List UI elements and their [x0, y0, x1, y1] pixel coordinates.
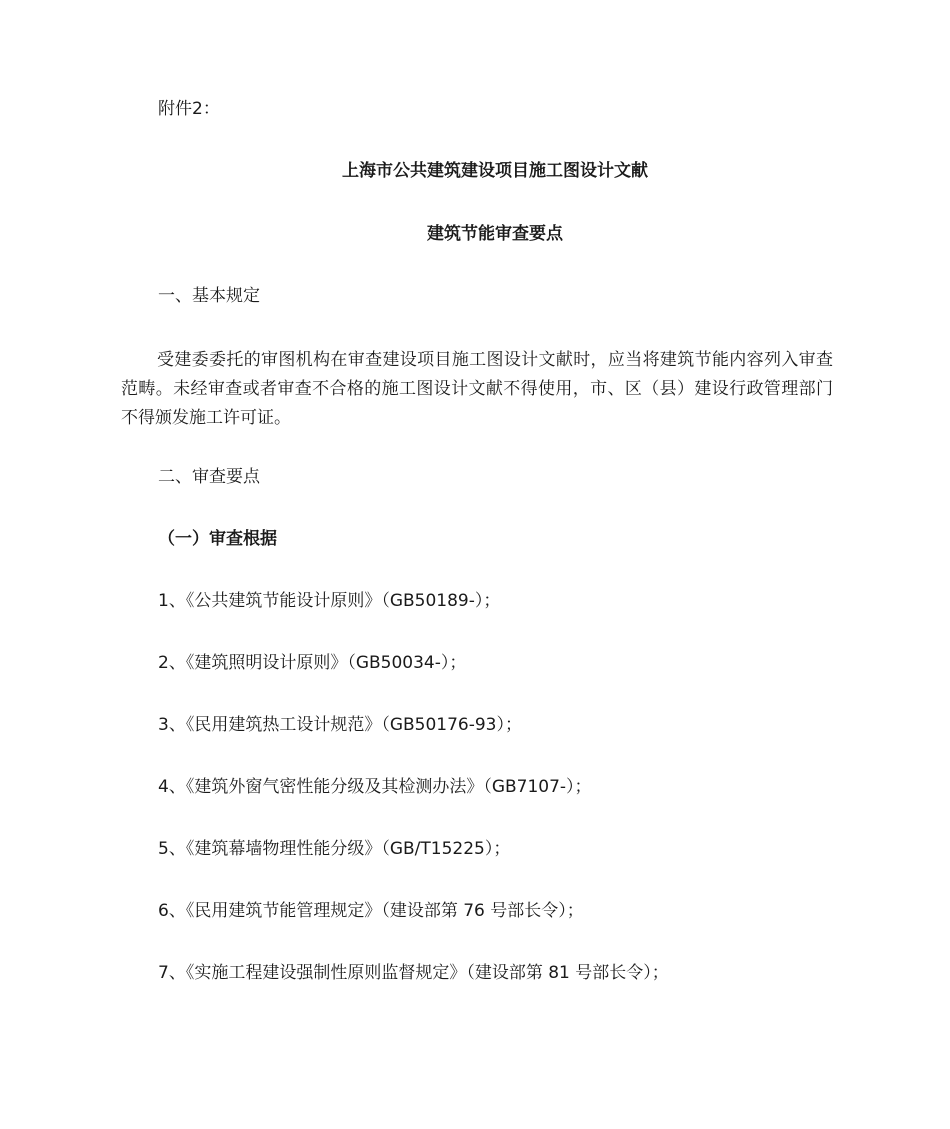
- list-item: 4、《建筑外窗气密性能分级及其检测办法》（GB7107-）；: [158, 777, 592, 797]
- list-item: 6、《民用建筑节能管理规定》（建设部第 76 号部长令）；: [158, 901, 584, 921]
- document-title: 上海市公共建筑建设项目施工图设计文献: [342, 161, 648, 181]
- list-item: 3、《民用建筑热工设计规范》（GB50176-93）；: [158, 715, 522, 735]
- list-item: 1、《公共建筑节能设计原则》（GB50189-）；: [158, 591, 501, 611]
- section-heading-basic-rules: 一、基本规定: [158, 286, 260, 306]
- basic-rules-paragraph: 受建委委托的审图机构在审查建设项目施工图设计文献时，应当将建筑节能内容列入审查范畴。未经审查或者审查不合格的施工图设计文献不得使用，市、区（县）建设行政管理部门不得颁发施工许可证。: [121, 350, 833, 428]
- list-item: 2、《建筑照明设计原则》（GB50034-）；: [158, 653, 467, 673]
- list-item: 5、《建筑幕墙物理性能分级》（GB/T15225）；: [158, 839, 511, 859]
- list-item: 7、《实施工程建设强制性原则监督规定》（建设部第 81 号部长令）；: [158, 963, 669, 983]
- attachment-label: 附件2：: [158, 99, 220, 119]
- section-heading-review-points: 二、审查要点: [158, 467, 260, 487]
- subsection-heading-review-basis: （一）审查根据: [158, 529, 277, 549]
- document-subtitle: 建筑节能审查要点: [427, 224, 563, 244]
